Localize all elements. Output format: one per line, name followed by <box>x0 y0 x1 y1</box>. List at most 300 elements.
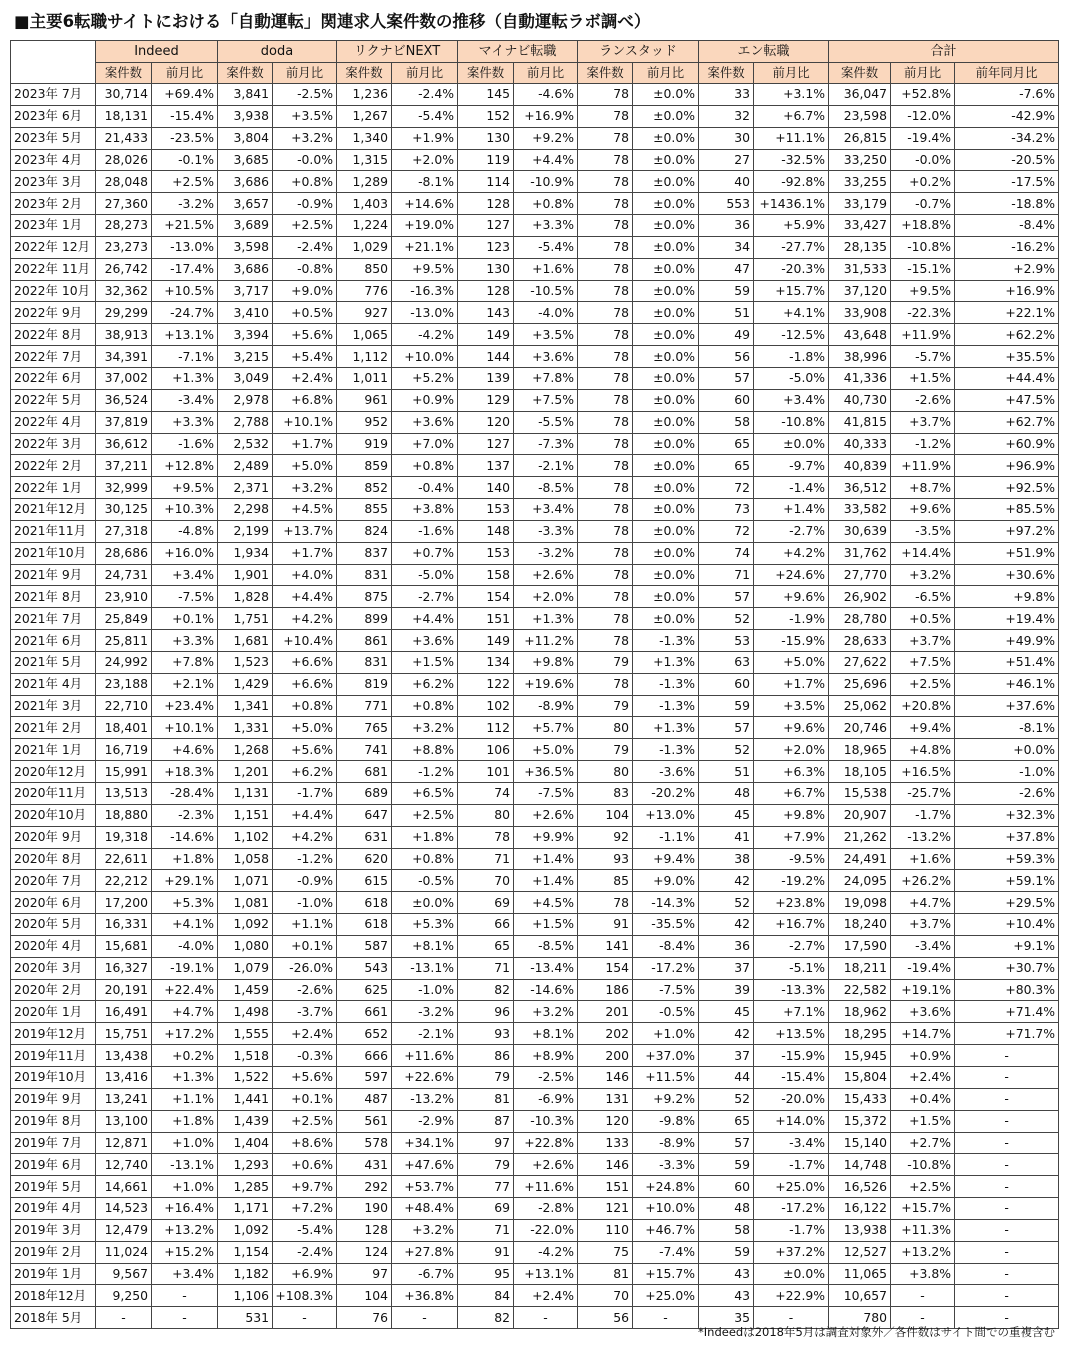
table-cell: +9.0% <box>633 870 699 892</box>
table-cell: +4.4% <box>273 804 337 826</box>
subheader: 案件数 <box>578 63 633 84</box>
table-cell: -2.5% <box>273 84 337 106</box>
table-cell: +51.9% <box>955 542 1059 564</box>
table-cell: 1,151 <box>218 804 273 826</box>
table-row <box>11 914 1059 936</box>
table-cell: 84 <box>458 1285 514 1307</box>
table-cell: +13.7% <box>273 520 337 542</box>
table-cell: 1,154 <box>218 1241 273 1263</box>
table-cell: 22,710 <box>96 695 152 717</box>
table-cell: 78 <box>578 455 633 477</box>
table-cell: +24.6% <box>754 564 829 586</box>
table-cell: 18,131 <box>96 105 152 127</box>
table-row <box>11 979 1059 1001</box>
table-cell: 35 <box>699 1307 754 1329</box>
table-cell: 14,748 <box>829 1154 891 1176</box>
table-cell: 10,657 <box>829 1285 891 1307</box>
table-cell: +7.9% <box>754 826 829 848</box>
table-row <box>11 673 1059 695</box>
table-cell: +15.7% <box>633 1263 699 1285</box>
table-cell: 71 <box>458 957 514 979</box>
table-cell: 666 <box>337 1045 392 1067</box>
table-cell: +8.6% <box>273 1132 337 1154</box>
table-cell: 128 <box>458 193 514 215</box>
row-label: 2020年10月 <box>11 804 96 826</box>
table-cell: +5.6% <box>273 739 337 761</box>
table-row <box>11 630 1059 652</box>
row-label: 2021年12月 <box>11 499 96 521</box>
table-cell: +8.1% <box>514 1023 578 1045</box>
table-cell: +9.6% <box>891 499 955 521</box>
table-cell: 15,804 <box>829 1066 891 1088</box>
table-cell: 12,479 <box>96 1219 152 1241</box>
subheader: 案件数 <box>96 63 152 84</box>
table-cell: 15,945 <box>829 1045 891 1067</box>
table-row <box>11 1219 1059 1241</box>
table-cell: 1,058 <box>218 848 273 870</box>
table-cell: 1,182 <box>218 1263 273 1285</box>
table-cell: +2.4% <box>891 1066 955 1088</box>
table-cell: ±0.0% <box>633 324 699 346</box>
table-cell: +4.4% <box>392 608 458 630</box>
table-cell: -35.5% <box>633 914 699 936</box>
table-cell: +37.6% <box>955 695 1059 717</box>
table-cell: 140 <box>458 477 514 499</box>
table-cell: +6.5% <box>392 783 458 805</box>
table-cell: +3.7% <box>891 914 955 936</box>
table-cell: -19.1% <box>152 957 218 979</box>
table-cell: -14.3% <box>633 892 699 914</box>
table-cell: 15,538 <box>829 783 891 805</box>
table-cell: 1,092 <box>218 1219 273 1241</box>
table-cell: 80 <box>458 804 514 826</box>
table-cell: +13.5% <box>754 1023 829 1045</box>
subheader: 案件数 <box>829 63 891 84</box>
table-cell: 153 <box>458 499 514 521</box>
table-cell: 38,996 <box>829 346 891 368</box>
table-cell: +1.8% <box>152 1110 218 1132</box>
table-cell: +1.1% <box>273 914 337 936</box>
table-cell: 765 <box>337 717 392 739</box>
table-cell: +7.2% <box>273 1198 337 1220</box>
table-row <box>11 695 1059 717</box>
subheader: 前月比 <box>633 63 699 84</box>
table-cell: +3.2% <box>891 564 955 586</box>
table-cell: 33,908 <box>829 302 891 324</box>
table-cell: +0.8% <box>392 695 458 717</box>
table-row <box>11 1023 1059 1045</box>
row-label: 2023年 4月 <box>11 149 96 171</box>
footnote: *Indeedは2018年5月は調査対象外／各件数はサイト間での重複含む <box>698 1325 1055 1339</box>
table-cell: -4.0% <box>152 935 218 957</box>
table-row <box>11 346 1059 368</box>
table-cell: 78 <box>578 171 633 193</box>
table-cell: 127 <box>458 215 514 237</box>
table-cell: 78 <box>578 411 633 433</box>
table-cell: +1.8% <box>392 826 458 848</box>
table-cell: +53.7% <box>392 1176 458 1198</box>
table-cell: +46.7% <box>633 1219 699 1241</box>
table-cell: +2.0% <box>754 739 829 761</box>
table-cell: 78 <box>578 84 633 106</box>
table-cell: -10.8% <box>891 1154 955 1176</box>
table-cell: ±0.0% <box>633 542 699 564</box>
table-cell: 200 <box>578 1045 633 1067</box>
row-label: 2023年 6月 <box>11 105 96 127</box>
table-cell: -4.8% <box>152 520 218 542</box>
table-cell: -5.1% <box>754 957 829 979</box>
table-cell: 1,224 <box>337 215 392 237</box>
table-cell: +16.9% <box>514 105 578 127</box>
table-cell: 24,491 <box>829 848 891 870</box>
table-cell: 587 <box>337 935 392 957</box>
row-label: 2021年 3月 <box>11 695 96 717</box>
table-cell: +48.4% <box>392 1198 458 1220</box>
table-cell: +19.0% <box>392 215 458 237</box>
table-cell: +4.5% <box>514 892 578 914</box>
table-row <box>11 324 1059 346</box>
table-cell: -15.1% <box>891 258 955 280</box>
table-cell: 78 <box>578 258 633 280</box>
table-cell: +4.1% <box>152 914 218 936</box>
table-cell: 77 <box>458 1176 514 1198</box>
table-cell: +6.7% <box>754 783 829 805</box>
table-cell: -2.8% <box>514 1198 578 1220</box>
table-cell: 41,336 <box>829 367 891 389</box>
row-label: 2020年 9月 <box>11 826 96 848</box>
table-cell: 37,120 <box>829 280 891 302</box>
table-cell: ±0.0% <box>754 433 829 455</box>
table-cell: 63 <box>699 651 754 673</box>
table-cell: +59.3% <box>955 848 1059 870</box>
table-cell: -1.3% <box>633 630 699 652</box>
table-cell: +0.8% <box>392 455 458 477</box>
table-cell: -15.4% <box>754 1066 829 1088</box>
table-cell: 32 <box>699 105 754 127</box>
table-cell: +0.8% <box>514 193 578 215</box>
table-cell: 22,212 <box>96 870 152 892</box>
table-cell: -8.9% <box>514 695 578 717</box>
table-cell: - <box>955 1154 1059 1176</box>
table-cell: 30,125 <box>96 499 152 521</box>
table-cell: 27,770 <box>829 564 891 586</box>
table-cell: 25,062 <box>829 695 891 717</box>
row-label: 2020年 2月 <box>11 979 96 1001</box>
table-cell: 2,788 <box>218 411 273 433</box>
table-cell: +0.1% <box>273 935 337 957</box>
table-cell: 128 <box>337 1219 392 1241</box>
table-cell: 33,255 <box>829 171 891 193</box>
table-cell: 40,839 <box>829 455 891 477</box>
table-cell: 21,433 <box>96 127 152 149</box>
table-cell: +11.1% <box>754 127 829 149</box>
table-row <box>11 520 1059 542</box>
table-cell: +4.4% <box>514 149 578 171</box>
table-cell: +3.4% <box>152 1263 218 1285</box>
row-label: 2021年 4月 <box>11 673 96 695</box>
table-cell: 30,639 <box>829 520 891 542</box>
table-cell: +10.1% <box>152 717 218 739</box>
table-cell: +4.2% <box>273 608 337 630</box>
table-cell: -9.8% <box>633 1110 699 1132</box>
table-cell: 837 <box>337 542 392 564</box>
table-cell: - <box>955 1045 1059 1067</box>
table-row <box>11 848 1059 870</box>
table-cell: -0.9% <box>273 870 337 892</box>
table-cell: 65 <box>699 1110 754 1132</box>
table-cell: +16.4% <box>152 1198 218 1220</box>
table-cell: -13.4% <box>514 957 578 979</box>
table-cell: +11.9% <box>891 455 955 477</box>
table-row <box>11 280 1059 302</box>
table-cell: 95 <box>458 1263 514 1285</box>
row-label: 2021年 6月 <box>11 630 96 652</box>
table-cell: -8.4% <box>633 935 699 957</box>
row-label: 2022年 10月 <box>11 280 96 302</box>
table-cell: +1.3% <box>152 1066 218 1088</box>
table-cell: +5.0% <box>754 651 829 673</box>
table-cell: +1.5% <box>891 1110 955 1132</box>
row-label: 2021年 8月 <box>11 586 96 608</box>
table-cell: +8.7% <box>891 477 955 499</box>
table-cell: 78 <box>578 367 633 389</box>
group-header: エン転職 <box>699 41 829 63</box>
table-cell: +2.5% <box>891 1176 955 1198</box>
table-cell: 15,140 <box>829 1132 891 1154</box>
table-cell: +3.3% <box>152 411 218 433</box>
table-cell: 53 <box>699 630 754 652</box>
table-cell: 2,199 <box>218 520 273 542</box>
table-cell: 19,318 <box>96 826 152 848</box>
subheader: 案件数 <box>699 63 754 84</box>
table-cell: -2.4% <box>273 236 337 258</box>
table-cell: +47.5% <box>955 389 1059 411</box>
table-row <box>11 258 1059 280</box>
table-cell: +3.5% <box>754 695 829 717</box>
table-cell: -10.8% <box>754 411 829 433</box>
table-cell: 27,318 <box>96 520 152 542</box>
table-cell: 1,268 <box>218 739 273 761</box>
table-cell: 1,065 <box>337 324 392 346</box>
table-cell: +3.4% <box>514 499 578 521</box>
row-label: 2022年 3月 <box>11 433 96 455</box>
table-cell: 44 <box>699 1066 754 1088</box>
table-cell: 71 <box>458 848 514 870</box>
table-cell: 2,978 <box>218 389 273 411</box>
table-cell: 1,828 <box>218 586 273 608</box>
table-cell: +4.8% <box>891 739 955 761</box>
table-cell: +1.6% <box>891 848 955 870</box>
table-cell: -6.7% <box>392 1263 458 1285</box>
table-cell: 130 <box>458 127 514 149</box>
table-row <box>11 783 1059 805</box>
table-cell: 1,315 <box>337 149 392 171</box>
table-cell: 16,331 <box>96 914 152 936</box>
table-cell: 1,293 <box>218 1154 273 1176</box>
row-label: 2022年 11月 <box>11 258 96 280</box>
table-cell: +2.4% <box>273 367 337 389</box>
table-cell: +1.5% <box>514 914 578 936</box>
table-cell: +3.6% <box>891 1001 955 1023</box>
table-cell: +10.0% <box>633 1198 699 1220</box>
table-cell: +3.6% <box>392 630 458 652</box>
table-cell: -6.5% <box>891 586 955 608</box>
table-cell: 57 <box>699 586 754 608</box>
row-label: 2019年10月 <box>11 1066 96 1088</box>
table-cell: 30 <box>699 127 754 149</box>
table-cell: ±0.0% <box>633 477 699 499</box>
table-cell: 106 <box>458 739 514 761</box>
table-cell: +4.7% <box>891 892 955 914</box>
table-cell: -13.3% <box>754 979 829 1001</box>
table-cell: - <box>891 1285 955 1307</box>
table-cell: +2.6% <box>514 1154 578 1176</box>
table-cell: +14.4% <box>891 542 955 564</box>
table-cell: 133 <box>578 1132 633 1154</box>
table-cell: -2.7% <box>392 586 458 608</box>
table-cell: -1.2% <box>273 848 337 870</box>
table-cell: 3,215 <box>218 346 273 368</box>
table-cell: 78 <box>578 280 633 302</box>
table-cell: ±0.0% <box>633 564 699 586</box>
table-cell: 618 <box>337 914 392 936</box>
table-cell: -1.3% <box>633 739 699 761</box>
table-cell: 33,250 <box>829 149 891 171</box>
table-cell: ±0.0% <box>392 892 458 914</box>
table-cell: 102 <box>458 695 514 717</box>
table-cell: 120 <box>458 411 514 433</box>
row-label: 2018年12月 <box>11 1285 96 1307</box>
table-cell: 76 <box>337 1307 392 1329</box>
table-cell: +3.5% <box>514 324 578 346</box>
table-cell: 96 <box>458 1001 514 1023</box>
table-cell: +3.3% <box>152 630 218 652</box>
table-cell: 28,633 <box>829 630 891 652</box>
table-row <box>11 367 1059 389</box>
table-cell: 42 <box>699 1023 754 1045</box>
table-cell: -2.6% <box>273 979 337 1001</box>
table-cell: 58 <box>699 1219 754 1241</box>
table-cell: 70 <box>578 1285 633 1307</box>
table-cell: 151 <box>578 1176 633 1198</box>
table-cell: -22.0% <box>514 1219 578 1241</box>
table-cell: +10.0% <box>392 346 458 368</box>
table-cell: +1.0% <box>152 1176 218 1198</box>
table-cell: 123 <box>458 236 514 258</box>
row-label: 2021年 1月 <box>11 739 96 761</box>
table-cell: +22.1% <box>955 302 1059 324</box>
table-cell: +11.2% <box>514 630 578 652</box>
table-cell: +16.7% <box>754 914 829 936</box>
subheader: 前月比 <box>273 63 337 84</box>
row-label: 2023年 1月 <box>11 215 96 237</box>
table-cell: 27,360 <box>96 193 152 215</box>
table-cell: +9.5% <box>891 280 955 302</box>
table-cell: 831 <box>337 651 392 673</box>
subheader: 案件数 <box>337 63 392 84</box>
table-cell: 1,331 <box>218 717 273 739</box>
table-cell: -8.4% <box>955 215 1059 237</box>
table-cell: +10.4% <box>955 914 1059 936</box>
table-cell: +62.2% <box>955 324 1059 346</box>
table-cell: 12,527 <box>829 1241 891 1263</box>
table-cell: -3.4% <box>152 389 218 411</box>
table-cell: 78 <box>578 630 633 652</box>
row-label: 2021年11月 <box>11 520 96 542</box>
table-cell: +27.8% <box>392 1241 458 1263</box>
table-cell: 27 <box>699 149 754 171</box>
table-cell: +1.4% <box>514 848 578 870</box>
table-cell: 47 <box>699 258 754 280</box>
table-cell: -5.5% <box>514 411 578 433</box>
table-cell: 20,191 <box>96 979 152 1001</box>
table-cell: +2.4% <box>273 1023 337 1045</box>
table-cell: +11.6% <box>392 1045 458 1067</box>
table-cell: +6.2% <box>273 761 337 783</box>
table-row <box>11 455 1059 477</box>
table-cell: ±0.0% <box>633 127 699 149</box>
table-cell: +11.6% <box>514 1176 578 1198</box>
table-cell: 31,533 <box>829 258 891 280</box>
table-cell: +7.1% <box>754 1001 829 1023</box>
table-row <box>11 149 1059 171</box>
table-cell: -0.9% <box>273 193 337 215</box>
table-cell: +6.9% <box>273 1263 337 1285</box>
table-cell: +13.1% <box>514 1263 578 1285</box>
table-cell: -2.3% <box>152 804 218 826</box>
table-cell: +5.6% <box>273 1066 337 1088</box>
table-cell: -20.5% <box>955 149 1059 171</box>
table-cell: 78 <box>578 892 633 914</box>
table-cell: - <box>96 1307 152 1329</box>
table-cell: 16,491 <box>96 1001 152 1023</box>
table-cell: -1.6% <box>392 520 458 542</box>
table-cell: 101 <box>458 761 514 783</box>
table-cell: -32.5% <box>754 149 829 171</box>
table-cell: -14.6% <box>152 826 218 848</box>
table-cell: 3,049 <box>218 367 273 389</box>
table-cell: +18.8% <box>891 215 955 237</box>
table-cell: 70 <box>458 870 514 892</box>
table-cell: 2,532 <box>218 433 273 455</box>
table-cell: +25.0% <box>754 1176 829 1198</box>
table-cell: -2.6% <box>891 389 955 411</box>
table-cell: +3.4% <box>754 389 829 411</box>
table-cell: 16,122 <box>829 1198 891 1220</box>
table-cell: 27,622 <box>829 651 891 673</box>
table-cell: 13,438 <box>96 1045 152 1067</box>
table-cell: +0.1% <box>273 1088 337 1110</box>
table-cell: 143 <box>458 302 514 324</box>
group-header: マイナビ転職 <box>458 41 578 63</box>
table-cell: 1,555 <box>218 1023 273 1045</box>
table-row <box>11 957 1059 979</box>
table-row <box>11 1088 1059 1110</box>
table-cell: 146 <box>578 1154 633 1176</box>
table-cell: 152 <box>458 105 514 127</box>
table-cell: - <box>955 1307 1059 1329</box>
table-cell: +5.9% <box>754 215 829 237</box>
table-cell: -12.0% <box>891 105 955 127</box>
row-label: 2020年 4月 <box>11 935 96 957</box>
table-cell: 78 <box>578 149 633 171</box>
table-cell: +69.4% <box>152 84 218 106</box>
table-cell: -7.3% <box>514 433 578 455</box>
table-cell: 128 <box>458 280 514 302</box>
table-cell: 78 <box>578 608 633 630</box>
table-cell: 9,567 <box>96 1263 152 1285</box>
table-cell: +2.9% <box>955 258 1059 280</box>
